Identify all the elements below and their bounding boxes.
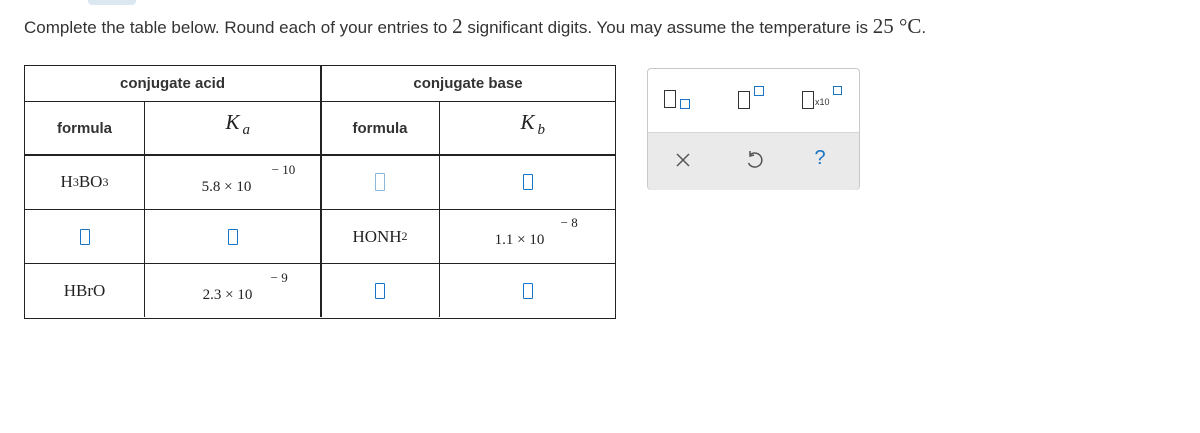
instructions-text-2: significant digits. You may assume the temperature is (462, 18, 873, 37)
kb-exponent: − 8 (560, 215, 578, 230)
ka-symbol: K (225, 109, 240, 134)
row1-acid-formula: H 3 BO 3 (60, 172, 109, 191)
formula-entry-box[interactable] (375, 283, 385, 299)
help-icon[interactable]: ? (814, 147, 826, 169)
tool-palette (647, 68, 860, 190)
formula-entry-box[interactable] (375, 173, 385, 191)
undo-icon[interactable] (744, 150, 764, 170)
ka-exponent: − 9 (270, 270, 288, 285)
ka-entry-box[interactable] (228, 229, 238, 245)
row2-kb (440, 210, 615, 263)
instructions-end: . (921, 18, 927, 37)
formula-entry-box[interactable] (80, 229, 90, 245)
superscript-icon[interactable] (738, 83, 772, 109)
kb-symbol: K (520, 109, 535, 134)
row3-kb-input[interactable] (440, 264, 615, 317)
row3-base-formula-input[interactable] (321, 264, 439, 317)
subscript-icon[interactable] (664, 87, 698, 113)
row3-ka (145, 264, 320, 317)
sig-digits: 2 (452, 14, 463, 38)
col-ka (145, 102, 320, 154)
row3-acid-formula: HBrO (63, 280, 106, 300)
action-tray (648, 132, 859, 190)
row2-base-formula: HONH 2 (352, 226, 408, 246)
col-acid-formula: formula (56, 119, 112, 137)
instructions (24, 14, 926, 39)
ka-mantissa: 2.3 × 10 (202, 287, 253, 303)
col-kb (440, 102, 615, 154)
col-base-formula: formula (352, 119, 408, 137)
top-tab (88, 0, 136, 5)
kb-subscript: b (537, 121, 545, 138)
ka-mantissa: 5.8 × 10 (201, 178, 252, 195)
row1-kb-input[interactable] (440, 155, 615, 209)
kb-mantissa: 1.1 × 10 (494, 232, 545, 248)
row1-ka (145, 155, 320, 209)
scientific-notation-icon[interactable] (802, 83, 846, 111)
kb-entry-box[interactable] (523, 174, 533, 190)
close-icon[interactable] (675, 151, 691, 169)
row2-ka-input[interactable] (145, 210, 320, 263)
ka-exponent: − 10 (271, 161, 296, 177)
kb-entry-box[interactable] (523, 283, 533, 299)
instructions-text: Complete the table below. Round each of your entries to (24, 18, 453, 37)
ka-subscript: a (242, 121, 250, 138)
answer-table (24, 65, 616, 319)
x10-label: x10 (815, 97, 830, 107)
header-conjugate-acid: conjugate acid (119, 75, 226, 92)
row1-base-formula-input[interactable] (321, 155, 439, 209)
header-conjugate-base: conjugate base (413, 75, 523, 92)
temperature: 25 °C (872, 14, 922, 38)
row2-acid-formula-input[interactable] (25, 210, 144, 263)
